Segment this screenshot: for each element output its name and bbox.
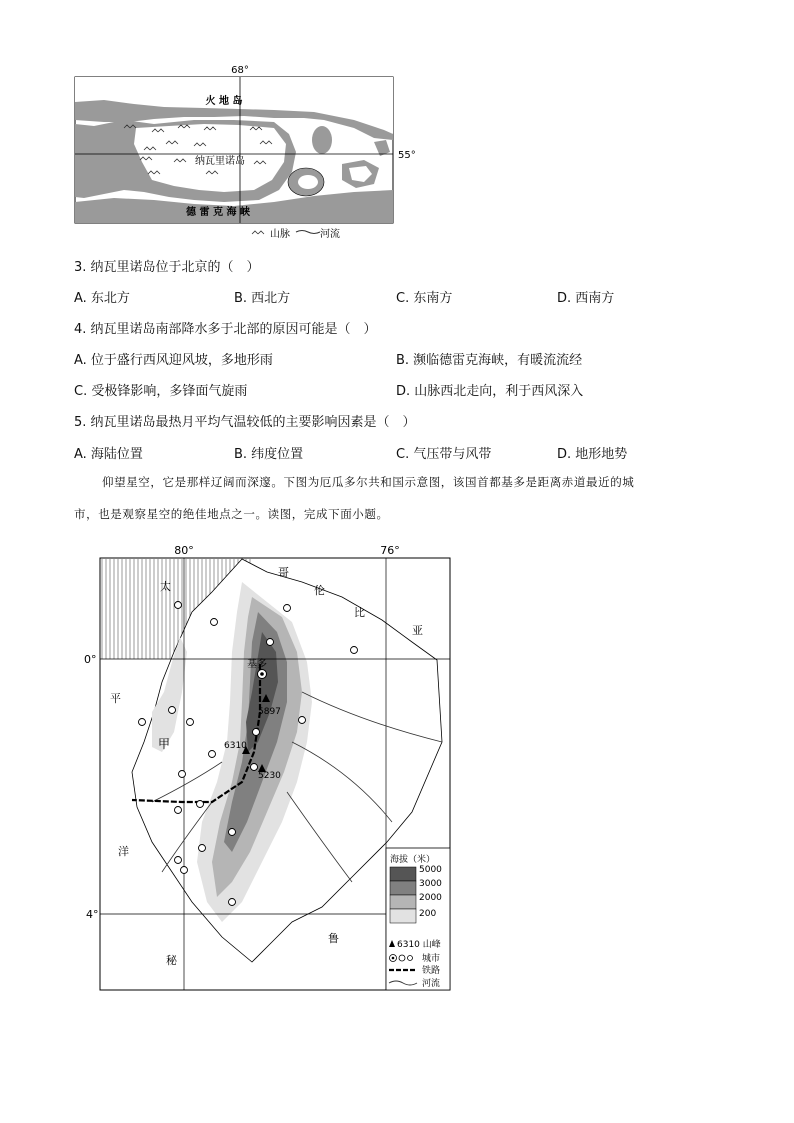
- lat-0-label: 0°: [84, 653, 97, 666]
- pacific-label-1: 太: [160, 580, 171, 593]
- lat-4-label: 4°: [86, 908, 99, 921]
- tierra-del-fuego-label: 火 地 岛: [205, 96, 243, 107]
- legend-mountain-label: 山脉: [270, 229, 290, 240]
- navarino-island-map: [74, 62, 419, 242]
- capital-label: 基多: [247, 659, 267, 670]
- question-4-stem: 4. 纳瓦里诺岛南部降水多于北部的原因可能是（ ）: [74, 322, 377, 337]
- q3-option-a[interactable]: A. 东北方: [74, 291, 130, 306]
- legend-swatch-200: [390, 909, 416, 923]
- mountain-legend-icon: [252, 231, 264, 234]
- place-jia-label: 甲: [158, 737, 171, 751]
- legend-level-200: 200: [419, 909, 437, 919]
- river-legend-icon: [296, 231, 320, 234]
- lon-76-label: 76°: [380, 544, 400, 557]
- lat-55-label: 55°: [398, 150, 416, 161]
- colombia-label-2: 伦: [314, 584, 325, 597]
- legend-peak-label: 6310 山峰: [397, 940, 441, 950]
- drake-passage-label: 德 雷 克 海 峡: [186, 207, 250, 218]
- ecuador-map: [84, 542, 462, 997]
- colombia-label-3: 比: [354, 606, 365, 619]
- map1-legend: [252, 227, 340, 240]
- legend-level-3000: 3000: [419, 879, 442, 889]
- navarino-label: 纳瓦里诺岛: [195, 156, 245, 167]
- peru-label-2: 鲁: [328, 932, 339, 945]
- elevation-legend: [386, 848, 450, 990]
- question-3-stem: 3. 纳瓦里诺岛位于北京的（ ）: [74, 260, 260, 275]
- q4-option-c[interactable]: C. 受极锋影响，多锋面气旋雨: [74, 384, 248, 399]
- peak-5230-label: 5230: [258, 771, 281, 781]
- peru-label-1: 秘: [166, 954, 177, 967]
- peak-6310-label: 6310: [224, 741, 247, 751]
- colombia-label-4: 亚: [412, 624, 423, 637]
- legend-rail-label: 铁路: [422, 966, 441, 976]
- legend-swatch-3000: [390, 881, 416, 895]
- legend-swatch-5000: [390, 867, 416, 881]
- colombia-label-1: 哥: [278, 566, 289, 579]
- q4-option-d[interactable]: D. 山脉西北走向，利于西风深入: [396, 384, 584, 399]
- legend-swatch-2000: [390, 895, 416, 909]
- legend-city-label: 城市: [422, 954, 441, 964]
- q5-option-b[interactable]: B. 纬度位置: [234, 447, 304, 462]
- q5-option-a[interactable]: A. 海陆位置: [74, 447, 143, 462]
- legend-river-label-2: 河流: [422, 979, 441, 989]
- passage-line-1: 仰望星空，它是那样辽阔而深邃。下图为厄瓜多尔共和国示意图，该国首都基多是距离赤道最近的城: [102, 475, 635, 489]
- passage-line-2: 市，也是观察星空的绝佳地点之一。读图，完成下面小题。: [74, 507, 389, 521]
- q3-option-d[interactable]: D. 西南方: [557, 291, 615, 306]
- q3-option-c[interactable]: C. 东南方: [396, 291, 453, 306]
- q4-option-b[interactable]: B. 濒临德雷克海峡，有暖流流经: [396, 353, 583, 368]
- pacific-label-3: 洋: [118, 845, 129, 858]
- q5-option-d[interactable]: D. 地形地势: [557, 447, 628, 462]
- question-5-stem: 5. 纳瓦里诺岛最热月平均气温较低的主要影响因素是（ ）: [74, 415, 416, 430]
- lon-68-label: 68°: [231, 65, 249, 76]
- peak-5897-label: 5897: [258, 707, 281, 717]
- q5-option-c[interactable]: C. 气压带与风带: [396, 447, 492, 462]
- lon-80-label: 80°: [174, 544, 194, 557]
- q3-option-b[interactable]: B. 西北方: [234, 291, 291, 306]
- pacific-label-2: 平: [110, 692, 121, 705]
- legend-level-2000: 2000: [419, 893, 442, 903]
- legend-river-label: 河流: [320, 229, 340, 240]
- legend-title: 海拔（米）: [390, 855, 436, 865]
- legend-level-5000: 5000: [419, 865, 442, 875]
- q4-option-a[interactable]: A. 位于盛行西风迎风坡，多地形雨: [74, 353, 273, 368]
